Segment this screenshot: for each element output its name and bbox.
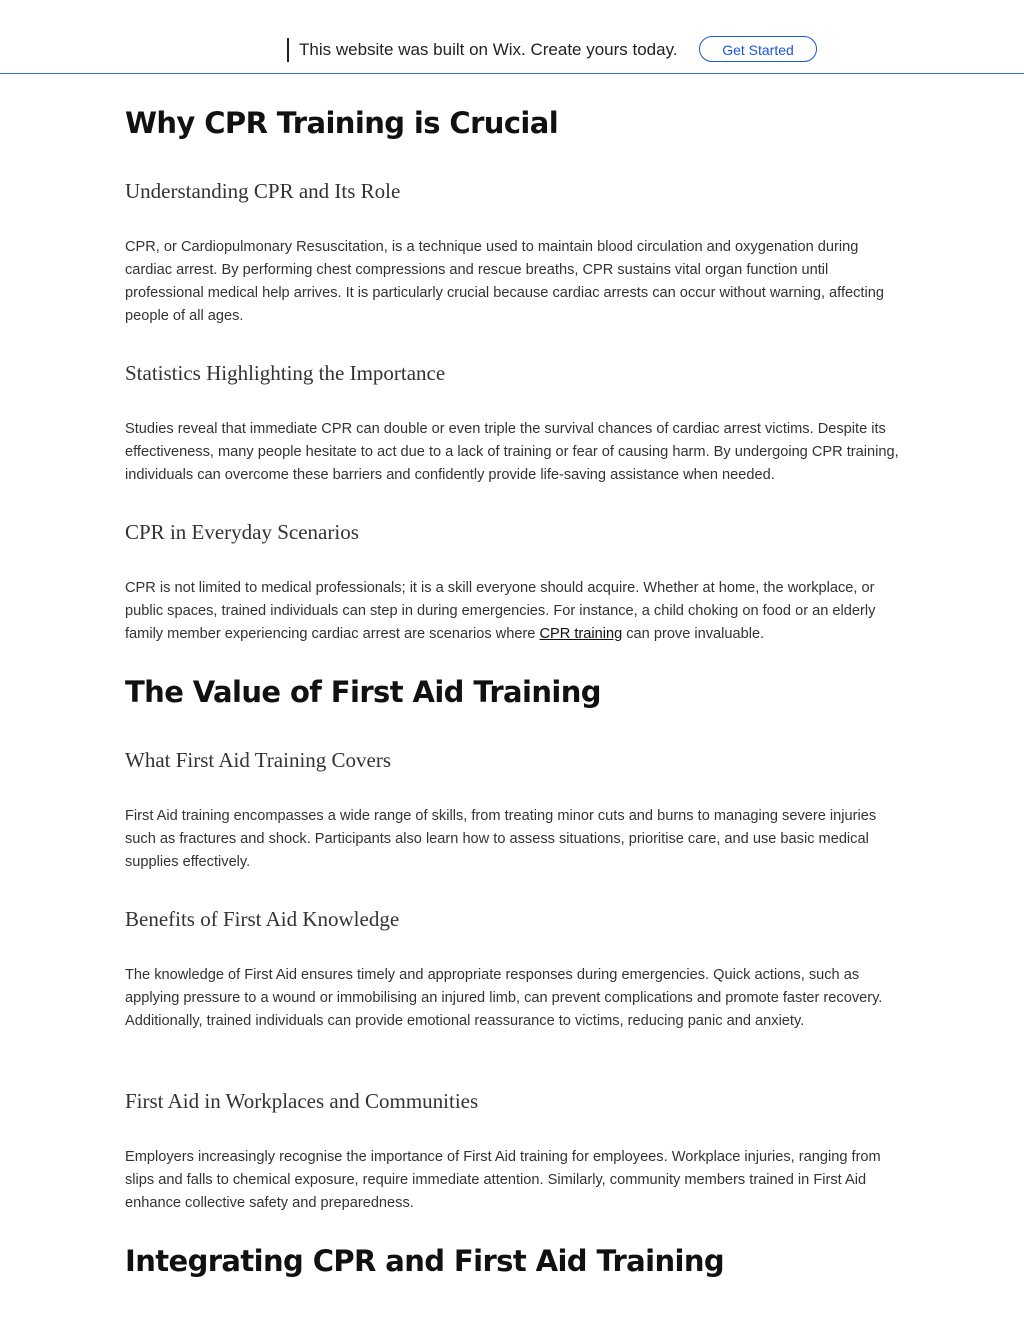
paragraph-everyday-scenarios (125, 577, 900, 646)
section-title-first-aid-value: The Value of First Aid Training (125, 675, 601, 709)
cpr-training-link[interactable]: CPR training (539, 626, 623, 642)
paragraph-first-aid-covers: First Aid training encompasses a wide range of skills, from treating minor cuts and burns to managing severe injuries such as fractures and shock. Participants also learn how to assess situations, prioritise care, and use basic medical supplies effectively. (125, 808, 877, 870)
paragraph-statistics: Studies reveal that immediate CPR can double or even triple the survival chances of cardiac arrest victims. Despite its effectiveness, many people hesitate to act due to a lack of training or fear of causing harm. By undergoing CPR training, individuals can overcome these barriers and confidently provide life-saving assistance when needed. (125, 421, 899, 483)
banner-divider (287, 38, 289, 62)
wix-banner (0, 0, 1024, 74)
section-title-integrating: Integrating CPR and First Aid Training (125, 1244, 725, 1278)
paragraph-workplaces-communities: Employers increasingly recognise the importance of First Aid training for employees. Workplace injuries, ranging from slips and falls to chemical exposure, require immediate attention. Similarly, community members trained in First Aid enhance collective safety and preparedness. (125, 1149, 881, 1211)
section-title-why-cpr: Why CPR Training is Crucial (125, 106, 559, 140)
subheading-statistics: Statistics Highlighting the Importance (125, 361, 446, 385)
subheading-first-aid-covers: What First Aid Training Covers (125, 748, 392, 772)
subheading-first-aid-benefits: Benefits of First Aid Knowledge (125, 907, 400, 931)
banner-message: This website was built on Wix. Create yours today. (299, 40, 678, 59)
subheading-workplaces-communities: First Aid in Workplaces and Communities (125, 1089, 479, 1113)
get-started-button[interactable]: Get Started (699, 36, 817, 62)
subheading-understanding-cpr: Understanding CPR and Its Role (125, 179, 401, 203)
subheading-everyday-scenarios: CPR in Everyday Scenarios (125, 520, 359, 544)
paragraph-text-before-link: CPR is not limited to medical professionals; it is a skill everyone should acquire. Whether at home, the workplace, or public spaces, trained individuals can step in during emergencies. For instance, a child choking on food or an elderly family member experiencing cardiac arrest are scenarios where (125, 580, 876, 642)
paragraph-understanding-cpr: CPR, or Cardiopulmonary Resuscitation, is a technique used to maintain blood circulation and oxygenation during cardiac arrest. By performing chest compressions and rescue breaths, CPR sustains vital organ function until professional medical help arrives. It is particularly crucial because cardiac arrests can occur without warning, affecting people of all ages. (125, 239, 884, 324)
paragraph-first-aid-benefits: The knowledge of First Aid ensures timely and appropriate responses during emergencies. Quick actions, such as applying pressure to a wound or immobilising an injured limb, can prevent complications and promote faster recovery. Additionally, trained individuals can provide emotional reassurance to victims, reducing panic and anxiety. (125, 967, 883, 1029)
paragraph-text-after-link: can prove invaluable. (622, 626, 765, 642)
